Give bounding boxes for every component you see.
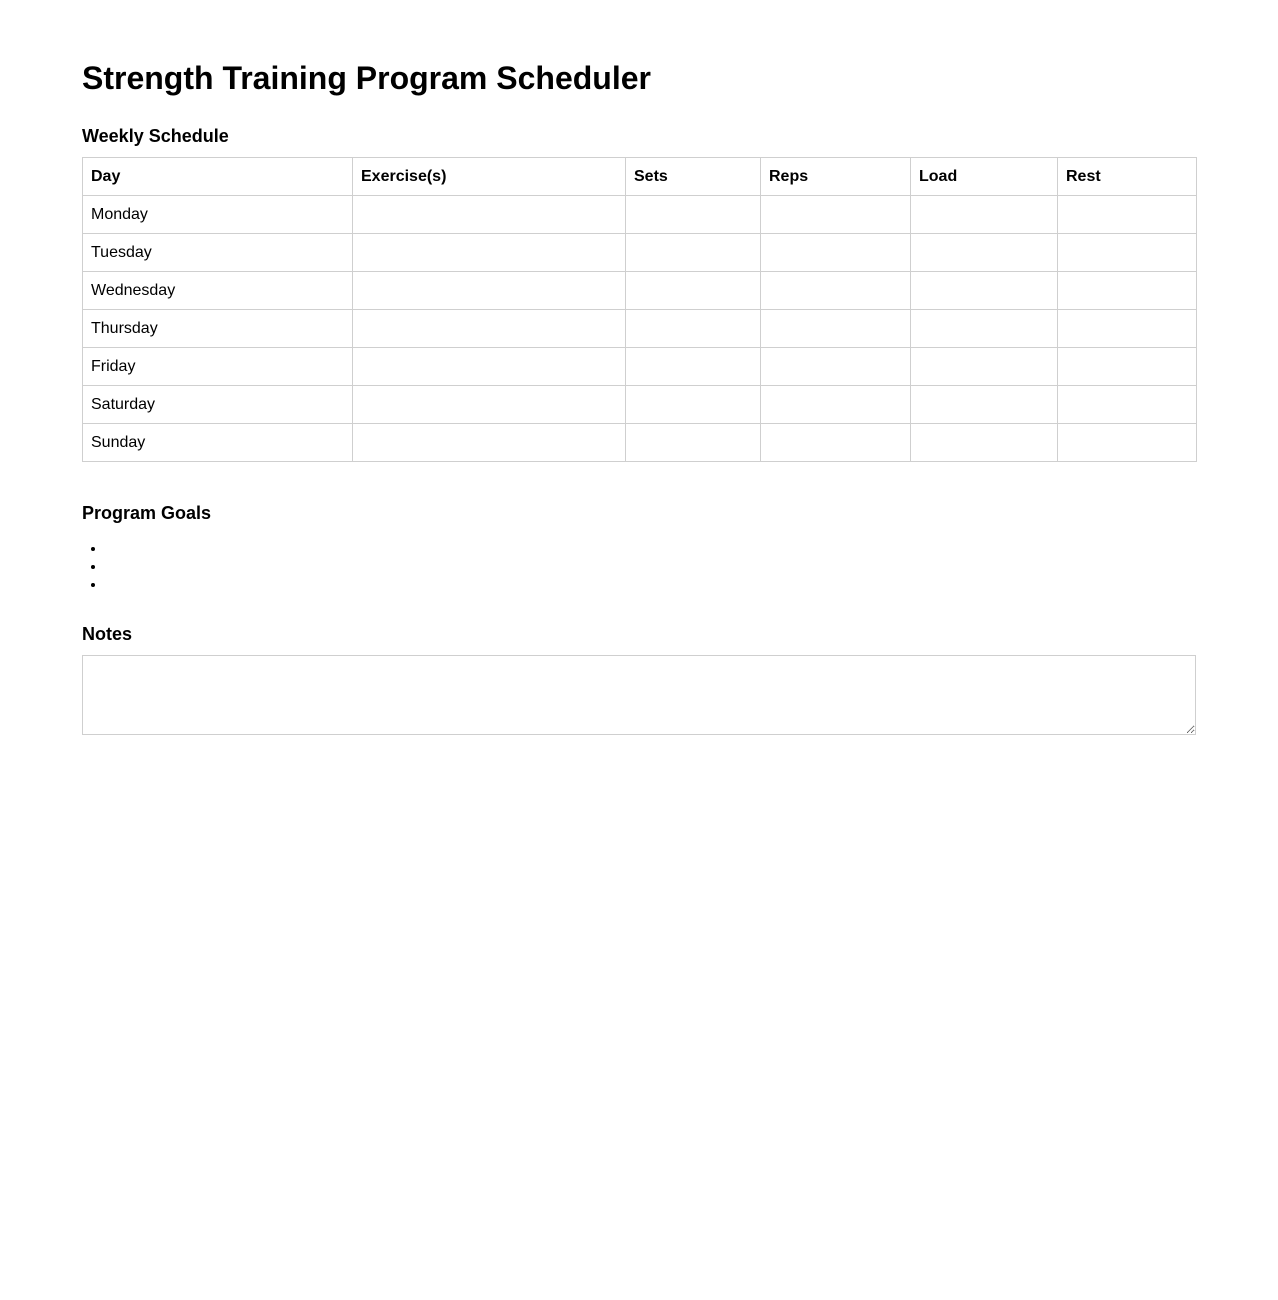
program-goals-list bbox=[82, 540, 1196, 594]
column-header-load: Load bbox=[911, 158, 1058, 196]
rest-cell[interactable] bbox=[1058, 348, 1197, 386]
day-cell: Saturday bbox=[83, 386, 353, 424]
table-header-row bbox=[83, 158, 1197, 196]
load-cell[interactable] bbox=[911, 272, 1058, 310]
column-header-rest: Rest bbox=[1058, 158, 1197, 196]
weekly-schedule-table bbox=[82, 157, 1197, 462]
rest-cell[interactable] bbox=[1058, 234, 1197, 272]
sets-cell[interactable] bbox=[626, 348, 761, 386]
load-cell[interactable] bbox=[911, 348, 1058, 386]
load-cell[interactable] bbox=[911, 234, 1058, 272]
reps-cell[interactable] bbox=[761, 386, 911, 424]
exercises-cell[interactable] bbox=[353, 310, 626, 348]
exercises-cell[interactable] bbox=[353, 196, 626, 234]
day-cell: Wednesday bbox=[83, 272, 353, 310]
column-header-reps: Reps bbox=[761, 158, 911, 196]
table-row bbox=[83, 272, 1197, 310]
day-cell: Sunday bbox=[83, 424, 353, 462]
table-row bbox=[83, 310, 1197, 348]
goal-list-item[interactable] bbox=[106, 558, 1196, 576]
load-cell[interactable] bbox=[911, 310, 1058, 348]
load-cell[interactable] bbox=[911, 386, 1058, 424]
sets-cell[interactable] bbox=[626, 196, 761, 234]
table-row bbox=[83, 386, 1197, 424]
page-title: Strength Training Program Scheduler bbox=[82, 60, 651, 96]
sets-cell[interactable] bbox=[626, 386, 761, 424]
reps-cell[interactable] bbox=[761, 272, 911, 310]
exercises-cell[interactable] bbox=[353, 234, 626, 272]
rest-cell[interactable] bbox=[1058, 310, 1197, 348]
program-goals-heading: Program Goals bbox=[82, 503, 212, 523]
exercises-cell[interactable] bbox=[353, 386, 626, 424]
load-cell[interactable] bbox=[911, 424, 1058, 462]
rest-cell[interactable] bbox=[1058, 424, 1197, 462]
day-cell: Monday bbox=[83, 196, 353, 234]
reps-cell[interactable] bbox=[761, 234, 911, 272]
sets-cell[interactable] bbox=[626, 424, 761, 462]
reps-cell[interactable] bbox=[761, 196, 911, 234]
load-cell[interactable] bbox=[911, 196, 1058, 234]
exercises-cell[interactable] bbox=[353, 348, 626, 386]
column-header-sets: Sets bbox=[626, 158, 761, 196]
sets-cell[interactable] bbox=[626, 234, 761, 272]
table-row bbox=[83, 424, 1197, 462]
reps-cell[interactable] bbox=[761, 424, 911, 462]
day-cell: Tuesday bbox=[83, 234, 353, 272]
rest-cell[interactable] bbox=[1058, 386, 1197, 424]
exercises-cell[interactable] bbox=[353, 272, 626, 310]
day-cell: Friday bbox=[83, 348, 353, 386]
day-cell: Thursday bbox=[83, 310, 353, 348]
sets-cell[interactable] bbox=[626, 272, 761, 310]
sets-cell[interactable] bbox=[626, 310, 761, 348]
goal-list-item[interactable] bbox=[106, 576, 1196, 594]
column-header-exercises: Exercise(s) bbox=[353, 158, 626, 196]
goal-list-item[interactable] bbox=[106, 540, 1196, 558]
table-row bbox=[83, 234, 1197, 272]
notes-textarea[interactable] bbox=[82, 655, 1196, 735]
column-header-day: Day bbox=[83, 158, 353, 196]
exercises-cell[interactable] bbox=[353, 424, 626, 462]
table-row bbox=[83, 348, 1197, 386]
table-row bbox=[83, 196, 1197, 234]
reps-cell[interactable] bbox=[761, 310, 911, 348]
rest-cell[interactable] bbox=[1058, 196, 1197, 234]
rest-cell[interactable] bbox=[1058, 272, 1197, 310]
notes-heading: Notes bbox=[82, 624, 133, 644]
weekly-schedule-heading: Weekly Schedule bbox=[82, 126, 229, 146]
reps-cell[interactable] bbox=[761, 348, 911, 386]
